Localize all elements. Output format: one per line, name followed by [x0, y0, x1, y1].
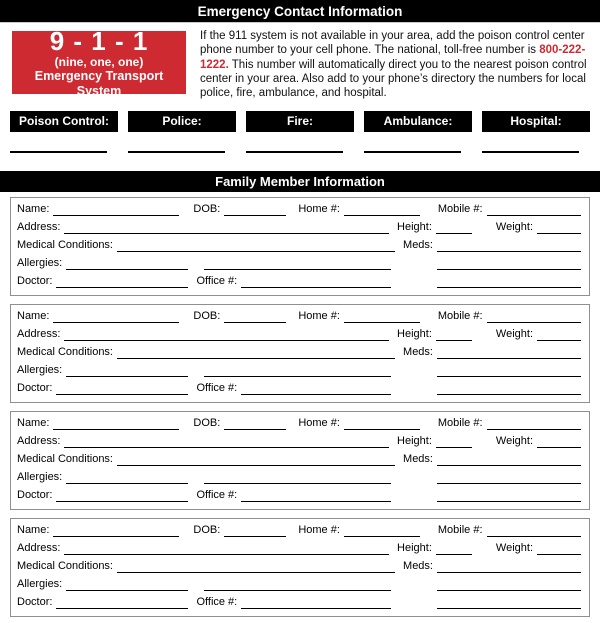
member-row-allergies — [17, 256, 581, 270]
ambulance-line-cell — [364, 151, 472, 154]
poison-control-blank-line — [10, 151, 107, 153]
weight-field-line — [537, 552, 581, 555]
name-label: Name: — [17, 524, 50, 536]
member-row-allergies — [17, 577, 581, 591]
fire-line-cell — [246, 151, 354, 154]
name-field-line — [53, 427, 179, 430]
emergency-contact-blank-lines-row — [10, 151, 590, 154]
office-phone-field-line — [241, 392, 391, 395]
allergies-field-line — [66, 374, 188, 377]
dob-label: DOB: — [193, 417, 221, 429]
doctor-label: Doctor: — [17, 596, 53, 608]
member-row-medical-meds — [17, 345, 581, 359]
emergency-911-section — [12, 25, 588, 101]
meds-continuation-line-1 — [437, 267, 581, 270]
name-label: Name: — [17, 417, 50, 429]
allergies-field-line — [66, 267, 188, 270]
member-row-doctor-office — [17, 274, 581, 288]
home-phone-label: Home #: — [298, 417, 340, 429]
office-phone-label: Office #: — [196, 382, 238, 394]
height-label: Height: — [397, 328, 432, 340]
member-row-medical-meds — [17, 238, 581, 252]
allergies-label: Allergies: — [17, 471, 63, 483]
member-row-allergies — [17, 470, 581, 484]
dob-label: DOB: — [193, 310, 221, 322]
office-phone-label: Office #: — [196, 596, 238, 608]
member-row-doctor-office — [17, 595, 581, 609]
address-field-line — [64, 338, 389, 341]
member-row-allergies — [17, 363, 581, 377]
address-field-line — [64, 552, 389, 555]
mobile-phone-label: Mobile #: — [437, 524, 483, 536]
medical-conditions-label: Medical Conditions: — [17, 239, 113, 251]
family-member-block-1 — [10, 197, 590, 296]
meds-continuation-line-2 — [437, 499, 581, 502]
home-phone-field-line — [344, 213, 420, 216]
height-label: Height: — [397, 435, 432, 447]
allergies-field-line — [66, 588, 188, 591]
family-member-block-3 — [10, 411, 590, 510]
weight-label: Weight: — [495, 542, 533, 554]
height-field-line — [436, 552, 472, 555]
doctor-label: Doctor: — [17, 382, 53, 394]
member-row-name-dob-phones — [17, 202, 581, 216]
height-field-line — [436, 231, 472, 234]
meds-continuation-line-2 — [437, 606, 581, 609]
dob-field-line — [224, 534, 286, 537]
address-label: Address: — [17, 435, 61, 447]
allergies-continuation-line — [204, 267, 391, 270]
weight-label: Weight: — [495, 221, 533, 233]
meds-continuation-line-1 — [437, 374, 581, 377]
family-member-block-2 — [10, 304, 590, 403]
hospital-label: Hospital: — [482, 111, 590, 132]
height-label: Height: — [397, 221, 432, 233]
home-phone-field-line — [344, 427, 420, 430]
mobile-phone-field-line — [487, 213, 581, 216]
family-member-blocks-container — [10, 197, 590, 617]
mobile-phone-label: Mobile #: — [437, 203, 483, 215]
address-field-line — [64, 231, 389, 234]
ambulance-label: Ambulance: — [364, 111, 472, 132]
911-number: 9 - 1 - 1 — [49, 25, 149, 56]
meds-field-line — [437, 249, 581, 252]
mobile-phone-label: Mobile #: — [437, 417, 483, 429]
medical-conditions-field-line — [117, 249, 395, 252]
emergency-contact-labels-row — [10, 111, 590, 132]
ambulance-blank-line — [364, 151, 461, 153]
police-line-cell — [128, 151, 236, 154]
address-label: Address: — [17, 542, 61, 554]
home-phone-label: Home #: — [298, 310, 340, 322]
weight-field-line — [537, 231, 581, 234]
poison-control-label: Poison Control: — [10, 111, 118, 132]
hospital-line-cell — [482, 151, 590, 154]
doctor-label: Doctor: — [17, 275, 53, 287]
weight-label: Weight: — [495, 328, 533, 340]
doctor-field-line — [56, 285, 188, 288]
meds-label: Meds: — [403, 346, 433, 358]
medical-conditions-field-line — [117, 463, 395, 466]
meds-field-line — [437, 570, 581, 573]
height-field-line — [436, 338, 472, 341]
member-row-name-dob-phones — [17, 416, 581, 430]
meds-continuation-line-2 — [437, 285, 581, 288]
office-phone-label: Office #: — [196, 489, 238, 501]
weight-label: Weight: — [495, 435, 533, 447]
weight-field-line — [537, 338, 581, 341]
mobile-phone-field-line — [487, 427, 581, 430]
dob-field-line — [224, 427, 286, 430]
home-phone-label: Home #: — [298, 203, 340, 215]
allergies-continuation-line — [204, 481, 391, 484]
info-text-before: If the 911 system is not available in your area, add the poison control center phone number to your cell phone. The national, toll-free number is — [200, 30, 585, 57]
member-row-doctor-office — [17, 488, 581, 502]
police-blank-line — [128, 151, 225, 153]
height-label: Height: — [397, 542, 432, 554]
medical-conditions-field-line — [117, 570, 395, 573]
name-field-line — [53, 213, 179, 216]
office-phone-field-line — [241, 499, 391, 502]
member-row-address-height-weight — [17, 541, 581, 555]
member-row-address-height-weight — [17, 327, 581, 341]
family-member-block-4 — [10, 518, 590, 617]
doctor-field-line — [56, 499, 188, 502]
member-row-medical-meds — [17, 452, 581, 466]
allergies-continuation-line — [204, 588, 391, 591]
member-row-medical-meds — [17, 559, 581, 573]
address-field-line — [64, 445, 389, 448]
address-label: Address: — [17, 328, 61, 340]
home-phone-label: Home #: — [298, 524, 340, 536]
member-row-doctor-office — [17, 381, 581, 395]
medical-conditions-field-line — [117, 356, 395, 359]
doctor-field-line — [56, 606, 188, 609]
fire-blank-line — [246, 151, 343, 153]
dob-field-line — [224, 320, 286, 323]
poison-control-info-paragraph — [200, 29, 588, 101]
address-label: Address: — [17, 221, 61, 233]
police-label: Police: — [128, 111, 236, 132]
allergies-field-line — [66, 481, 188, 484]
name-field-line — [53, 534, 179, 537]
member-row-name-dob-phones — [17, 523, 581, 537]
dob-label: DOB: — [193, 203, 221, 215]
info-text-after: This number will automatically direct you to the nearest poison control center in your area. Also add to your phone’s directory the numbers for local police, fire, ambulance, and hospital. — [200, 58, 587, 100]
height-field-line — [436, 445, 472, 448]
home-phone-field-line — [344, 534, 420, 537]
meds-label: Meds: — [403, 239, 433, 251]
doctor-field-line — [56, 392, 188, 395]
poison-control-line-cell — [10, 151, 118, 154]
home-phone-field-line — [344, 320, 420, 323]
weight-field-line — [537, 445, 581, 448]
allergies-label: Allergies: — [17, 578, 63, 590]
meds-continuation-line-1 — [437, 481, 581, 484]
fire-label: Fire: — [246, 111, 354, 132]
allergies-label: Allergies: — [17, 257, 63, 269]
dob-field-line — [224, 213, 286, 216]
member-row-name-dob-phones — [17, 309, 581, 323]
office-phone-label: Office #: — [196, 275, 238, 287]
medical-conditions-label: Medical Conditions: — [17, 453, 113, 465]
meds-label: Meds: — [403, 560, 433, 572]
meds-label: Meds: — [403, 453, 433, 465]
name-field-line — [53, 320, 179, 323]
member-row-address-height-weight — [17, 434, 581, 448]
family-member-section-title: Family Member Information — [0, 171, 600, 192]
medical-conditions-label: Medical Conditions: — [17, 560, 113, 572]
member-row-address-height-weight — [17, 220, 581, 234]
911-caption: Emergency Transport System — [34, 68, 164, 98]
allergies-label: Allergies: — [17, 364, 63, 376]
name-label: Name: — [17, 310, 50, 322]
mobile-phone-field-line — [487, 320, 581, 323]
page-title: Emergency Contact Information — [0, 0, 600, 23]
allergies-continuation-line — [204, 374, 391, 377]
meds-field-line — [437, 463, 581, 466]
911-number-words: (nine, one, one) — [54, 54, 144, 69]
meds-continuation-line-1 — [437, 588, 581, 591]
meds-continuation-line-2 — [437, 392, 581, 395]
dob-label: DOB: — [193, 524, 221, 536]
doctor-label: Doctor: — [17, 489, 53, 501]
hospital-blank-line — [482, 151, 579, 153]
medical-conditions-label: Medical Conditions: — [17, 346, 113, 358]
mobile-phone-field-line — [487, 534, 581, 537]
office-phone-field-line — [241, 606, 391, 609]
mobile-phone-label: Mobile #: — [437, 310, 483, 322]
911-red-box — [12, 25, 186, 98]
office-phone-field-line — [241, 285, 391, 288]
name-label: Name: — [17, 203, 50, 215]
meds-field-line — [437, 356, 581, 359]
poison-control-phone-number: 800-222-1222. — [200, 44, 586, 71]
